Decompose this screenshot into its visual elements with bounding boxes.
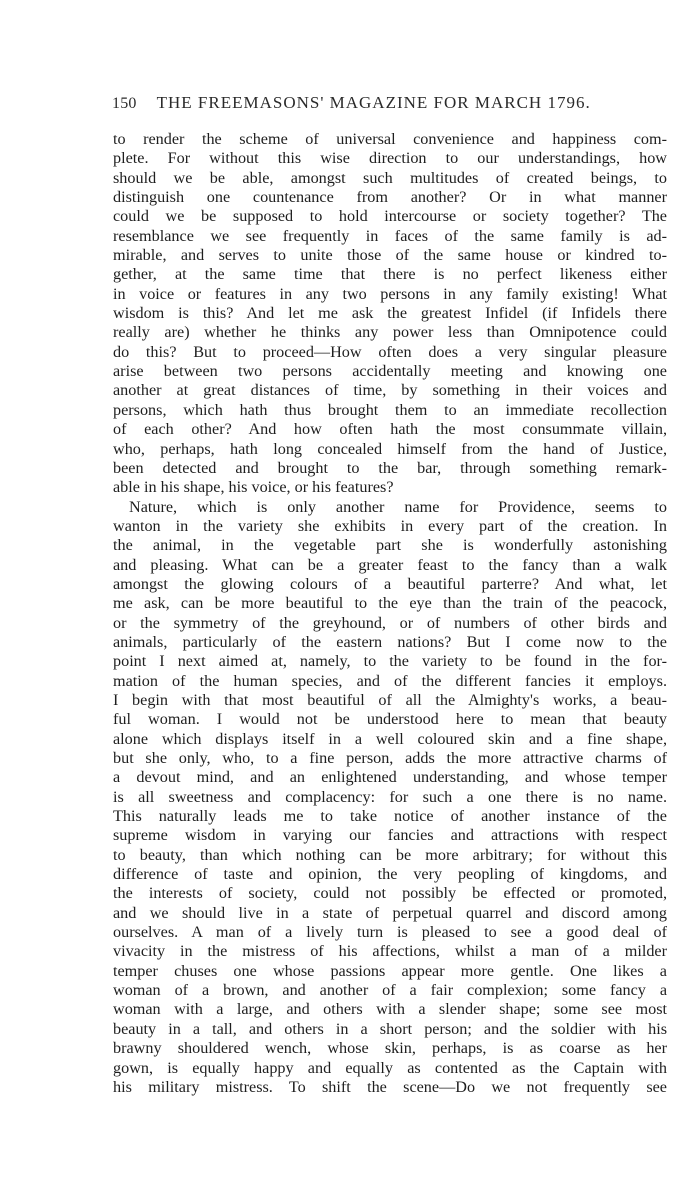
text-line: could we be supposed to hold intercourse or society together? The — [113, 207, 667, 226]
text-line: who, perhaps, hath long concealed himself from the hand of Justice, — [113, 439, 667, 458]
text-line: should we be able, amongst such multitudes of created beings, to — [113, 168, 667, 187]
text-line: and pleasing. What can be a greater feast to the fancy than a walk — [113, 555, 667, 574]
paragraph-end-line: able in his shape, his voice, or his features? — [113, 478, 394, 497]
text-line: the interests of society, could not possibly be effected or promoted, — [113, 884, 667, 903]
running-title: THE FREEMASONS' MAGAZINE FOR MARCH 1796. — [156, 93, 591, 112]
text-line: to beauty, than which nothing can be more arbitrary; for without this — [113, 845, 667, 864]
text-line: wanton in the variety she exhibits in every part of the creation. In — [113, 516, 667, 535]
paragraph-start-line: Nature, which is only another name for Providence, seems to — [129, 497, 667, 516]
text-line: been detected and brought to the bar, through something remark- — [113, 458, 667, 477]
text-line: resemblance we see frequently in faces of the same family is ad- — [113, 226, 667, 245]
text-line: a devout mind, and an enlightened understanding, and whose temper — [113, 768, 667, 787]
running-head — [112, 93, 672, 115]
text-line: difference of taste and opinion, the very peopling of kingdoms, and — [113, 865, 667, 884]
page-number: 150 — [112, 95, 137, 112]
text-line: in voice or features in any two persons in any family existing! What — [113, 284, 667, 303]
text-line: another at great distances of time, by something in their voices and — [113, 381, 667, 400]
text-line: of each other? And how often hath the most consummate villain, — [113, 420, 667, 439]
text-line: amongst the glowing colours of a beautiful parterre? And what, let — [113, 574, 667, 593]
text-line: plete. For without this wise direction to our understandings, how — [113, 149, 667, 168]
text-line: alone which displays itself in a well coloured skin and a fine shape, — [113, 729, 667, 748]
body-text — [113, 130, 667, 1097]
text-line: vivacity in the mistress of his affections, whilst a man of a milder — [113, 942, 667, 961]
text-line: to render the scheme of universal convenience and happiness com- — [113, 130, 667, 148]
text-line: This naturally leads me to take notice of another instance of the — [113, 807, 667, 826]
text-line: animals, particularly of the eastern nations? But I come now to the — [113, 632, 667, 651]
text-line: mirable, and serves to unite those of the same house or kindred to- — [113, 246, 667, 265]
text-line: do this? But to proceed—How often does a very singular pleasure — [113, 342, 667, 361]
text-line: me ask, can be more beautiful to the eye than the train of the peacock, — [113, 594, 667, 613]
text-line: woman of a brown, and another of a fair complexion; some fancy a — [113, 981, 667, 1000]
text-line: point I next aimed at, namely, to the variety to be found in the for- — [113, 652, 667, 671]
text-line: really are) whether he thinks any power less than Omnipotence could — [113, 323, 667, 342]
text-line: woman with a large, and others with a slender shape; some see most — [113, 1000, 667, 1019]
text-line: persons, which hath thus brought them to an immediate recollection — [113, 400, 667, 419]
text-line: ful woman. I would not be understood here to mean that beauty — [113, 710, 667, 729]
text-line: ourselves. A man of a lively turn is pleased to see a good deal of — [113, 923, 667, 942]
text-line: supreme wisdom in varying our fancies and attractions with respect — [113, 826, 667, 845]
text-line: his military mistress. To shift the scene—Do we not frequently see — [113, 1077, 667, 1096]
text-line: temper chuses one whose passions appear more gentle. One likes a — [113, 961, 667, 980]
text-line: arise between two persons accidentally meeting and knowing one — [113, 362, 667, 381]
text-line: and we should live in a state of perpetual quarrel and discord among — [113, 903, 667, 922]
text-line: but she only, who, to a fine person, adds the more attractive charms of — [113, 749, 667, 767]
text-line: the animal, in the vegetable part she is wonderfully astonishing — [113, 536, 667, 555]
text-line: wisdom is this? And let me ask the greatest Infidel (if Infidels there — [113, 304, 667, 323]
text-line: mation of the human species, and of the different fancies it employs. — [113, 671, 667, 690]
text-line: or the symmetry of the greyhound, or of numbers of other birds and — [113, 613, 667, 632]
text-line: beauty in a tall, and others in a short person; and the soldier with his — [113, 1019, 667, 1038]
text-line: distinguish one countenance from another? Or in what manner — [113, 188, 667, 207]
text-line: is all sweetness and complacency: for such a one there is no name. — [113, 787, 667, 806]
text-line: gether, at the same time that there is no perfect likeness either — [113, 265, 667, 284]
text-line: I begin with that most beautiful of all the Almighty's works, a beau- — [113, 690, 667, 709]
text-line: gown, is equally happy and equally as contented as the Captain with — [113, 1058, 667, 1077]
text-line: brawny shouldered wench, whose skin, perhaps, is as coarse as her — [113, 1039, 667, 1058]
